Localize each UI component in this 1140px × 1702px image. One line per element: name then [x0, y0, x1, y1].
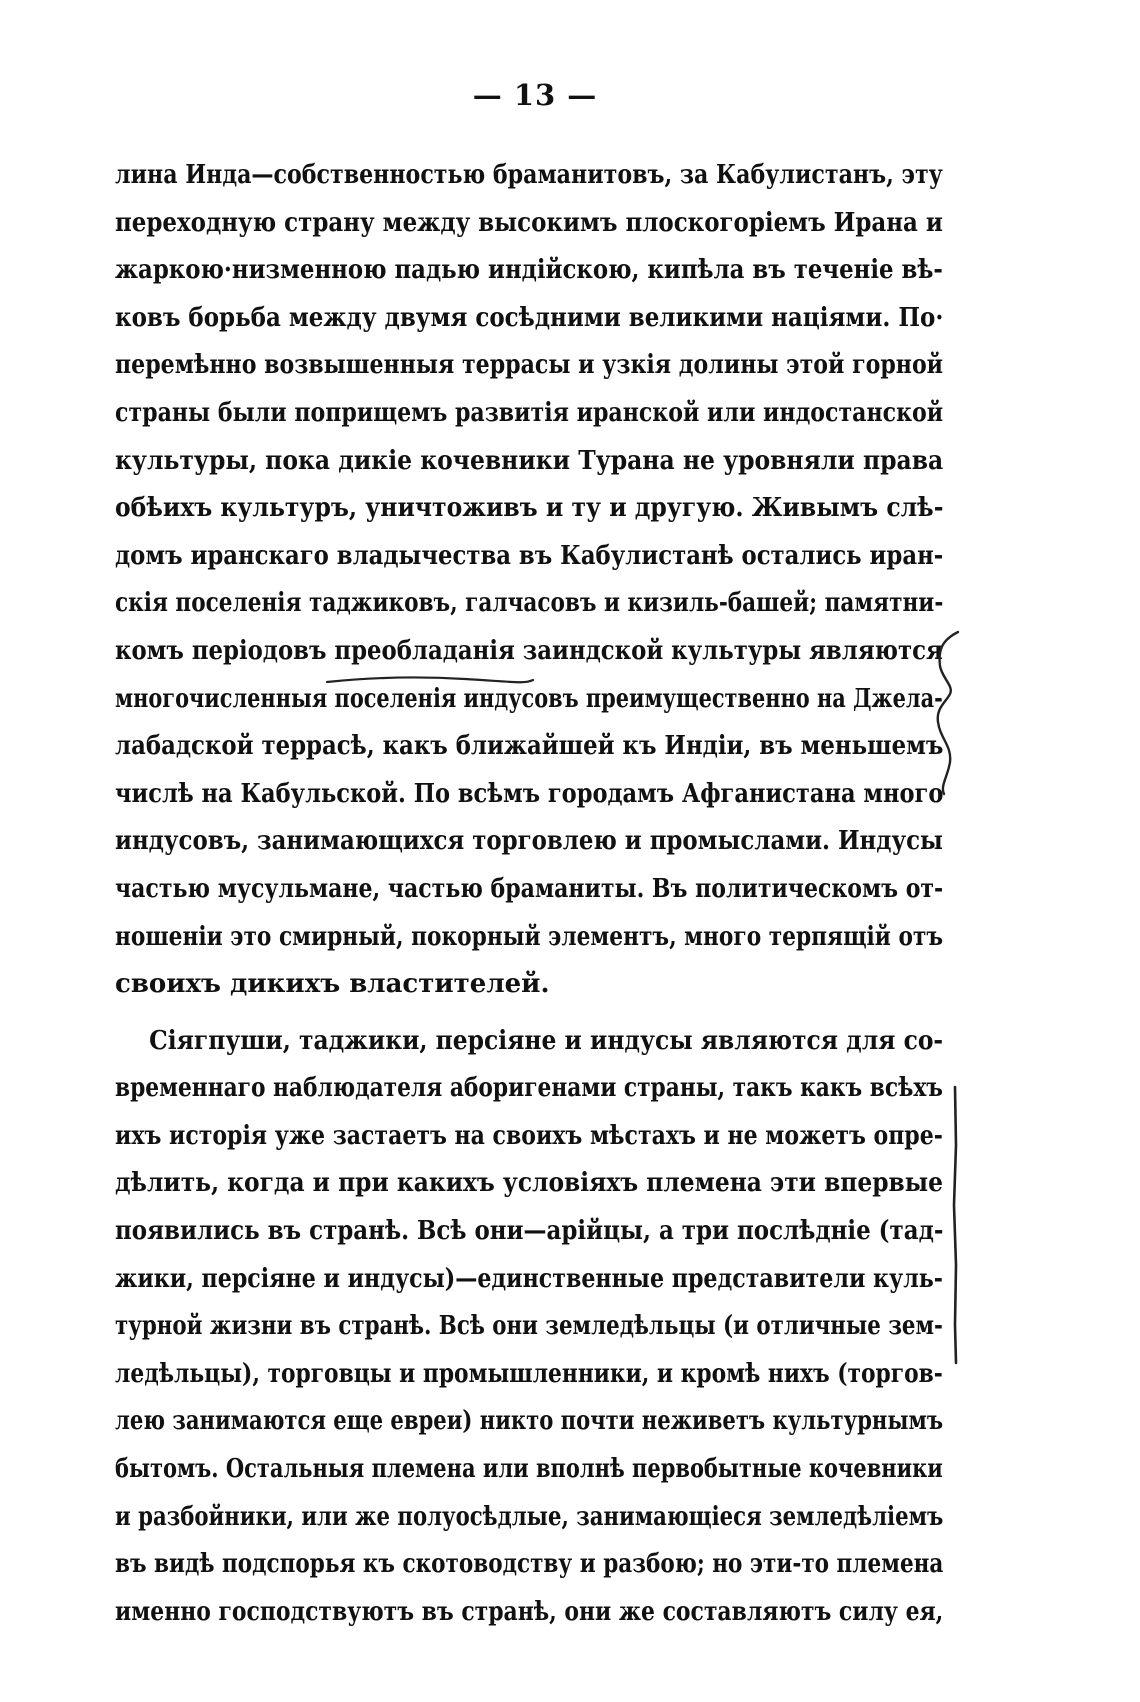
text-line: индусовъ, занимающихся торговлею и промыслами. Индусы	[115, 826, 943, 857]
text-line: въ видѣ подспорья къ скотоводству и разбою; но эти-то племена	[115, 1549, 944, 1580]
text-line: лина Инда—собственностью браманитовъ, за Кабулистанъ, эту	[115, 160, 943, 190]
text-line: бытомъ. Остальныя племена или вполнѣ первобытные кочевники	[115, 1454, 943, 1485]
text-line: дѣлить, когда и при какихъ условiяхъ племена эти впервые	[115, 1168, 943, 1199]
text-line: и разбойники, или же полуосѣдлые, занимающiеся земледѣлiемъ	[115, 1501, 944, 1532]
text-line: жики, персiяне и индусы)—единственные представители куль-	[115, 1263, 943, 1294]
text-line: скiя поселенiя таджиковъ, галчасовъ и кизиль-башей; памятни-	[115, 588, 944, 619]
text-line: лабадской террасѣ, какъ ближайшей къ Индiи, въ меньшемъ	[115, 731, 944, 762]
text-line: турной жизни въ странѣ. Всѣ они земледѣльцы (и отличные зем-	[115, 1311, 943, 1342]
handwritten-bracket	[930, 628, 970, 798]
text-line: ношенiи это смирный, покорный элементъ, много терпящiй отъ	[115, 921, 944, 952]
page-number: — 13 —	[472, 78, 598, 112]
text-line: появились въ странѣ. Всѣ они—арiйцы, а три послѣднiе (тад-	[115, 1216, 944, 1247]
text-line: ледѣльцы), торговцы и промышленники, и кромѣ нихъ (торгов-	[115, 1358, 943, 1389]
text-line: многочисленныя поселенiя индусовъ преимущественно на Джела-	[115, 683, 943, 714]
text-line: частью мусульмане, частью браманиты. Въ политическомъ от-	[115, 873, 944, 904]
handwritten-underline	[325, 674, 535, 690]
body-text	[115, 152, 943, 1636]
text-line: страны были поприщемъ развитiя иранской или индостанской	[115, 397, 944, 428]
text-line: Сiягпуши, таджики, персiяне и индусы являются для со-	[149, 1025, 944, 1056]
text-line: обѣихъ культуръ, уничтоживъ и ту и другую. Живымъ слѣ-	[115, 493, 944, 524]
text-line: ихъ исторiя уже застаетъ на своихъ мѣстахъ и не можетъ опре-	[115, 1120, 943, 1151]
text-line: переходную страну между высокимъ плоскогорiемъ Ирана и	[115, 207, 943, 238]
text-line: своихъ дикихъ властителей.	[115, 969, 550, 1000]
text-line: лею занимаются еще евреи) никто почти неживетъ культурнымъ	[115, 1406, 944, 1437]
paragraph-gap	[115, 1009, 943, 1018]
text-line: временнаго наблюдателя аборигенами страны, такъ какъ всѣхъ	[115, 1073, 943, 1104]
text-line: культуры, пока дикiе кочевники Турана не уровняли права	[115, 445, 944, 476]
paragraph-1	[115, 152, 943, 1009]
text-line: числѣ на Кабульской. По всѣмъ городамъ Афганистана много	[115, 778, 944, 809]
handwritten-margin-line	[945, 1085, 965, 1365]
text-line: комъ перiодовъ преобладанiя заиндской культуры являются	[115, 635, 943, 666]
text-line: домъ иранскаго владычества въ Кабулистанѣ остались иран-	[115, 540, 944, 571]
paragraph-2	[115, 1018, 943, 1637]
text-line: именно господствуютъ въ странѣ, они же составляютъ силу ея,	[115, 1596, 944, 1627]
text-line: ковъ борьба между двумя сосѣдними великими нацiями. По·	[115, 302, 944, 333]
text-line: жаркою·низменною падью индiйскою, кипѣла въ теченiе вѣ-	[115, 255, 943, 286]
text-line: перемѣнно возвышенныя террасы и узкiя долины этой горной	[115, 350, 944, 381]
